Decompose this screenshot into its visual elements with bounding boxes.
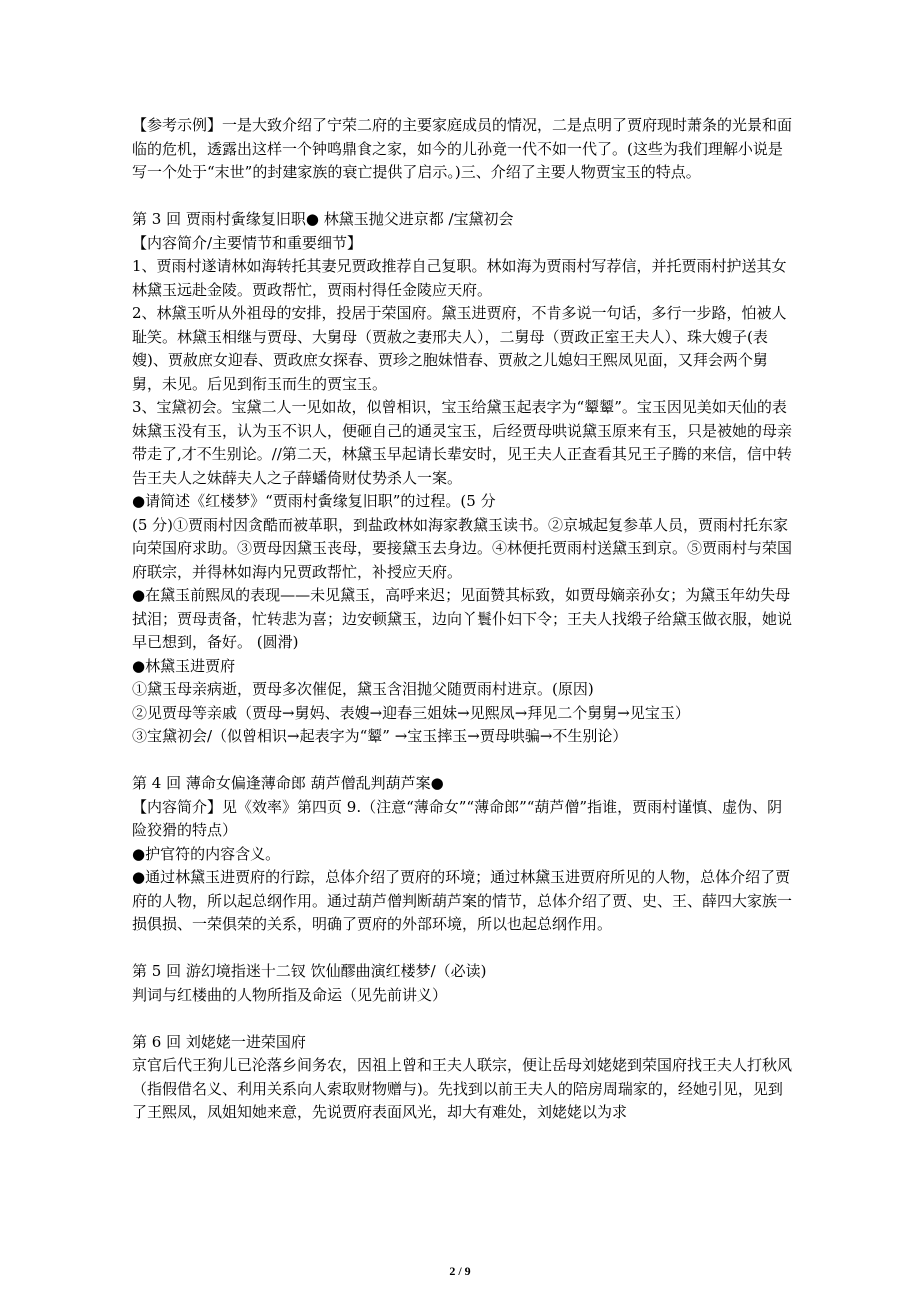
bullet-heading: ●林黛玉进贾府 — [132, 656, 236, 675]
list-item: ②见贾母等亲戚（贾母→舅妈、表嫂→迎春三姐妹→见熙凤→拜见二个舅舅→见宝玉） — [132, 703, 690, 722]
list-item: ③宝黛初会/（似曾相识→起表字为“颦” →宝玉摔玉→贾母哄骗→不生别论） — [132, 727, 628, 745]
list-item: ①黛玉母亲病逝，贾母多次催促，黛玉含泪抛父随贾雨村进京。(原因) — [132, 680, 594, 698]
blank-line — [132, 1007, 792, 1031]
blank-line — [132, 937, 792, 961]
bullet-paragraph: ●在黛玉前熙凤的表现——未见黛玉，高呼来迟；见面赞其标致，如贾母嫡亲孙女；为黛玉年幼失母拭泪；贾母责备，忙转悲为喜；边安顿黛玉，边向丫鬟仆妇下令；王夫人找缎子给黛玉做衣服，她说早已想到，备好。 (圆滑) — [132, 586, 793, 651]
body-paragraph: 京官后代王狗儿已沦落乡间务农，因祖上曾和王夫人联宗，便让岳母刘姥姥到荣国府找王夫人打秋风（指假借名义、利用关系向人索取财物赠与)。先找到以前王夫人的陪房周瑞家的，经她引见，见到了王熙凤，凤姐知她来意，先说贾府表面风光，却大有难处，刘姥姥以为求 — [132, 1056, 793, 1121]
question-item: ●请简述《红楼梦》“贾雨村夤缘复旧职”的过程。(5 分 — [132, 492, 496, 510]
body-paragraph: 判词与红楼曲的人物所指及命运（见先前讲义） — [132, 985, 448, 1004]
answer-paragraph: (5 分)①贾雨村因贪酷而被革职，到盐政林如海家教黛玉读书。②京城起复参革人员，贾雨村托东家向荣国府求助。③贾母因黛玉丧母，要接黛玉去身边。④林便托贾雨村送黛玉到京。⑤贾雨村与荣国府联宗，并得林如海内兄贾政帮忙，补授应天府。 — [132, 515, 793, 581]
bullet-paragraph: ●通过林黛玉进贾府的行踪，总体介绍了贾府的环境；通过林黛玉进贾府所见的人物，总体介绍了贾府的人物，所以起总纲作用。通过葫芦僧判断葫芦案的情节，总体介绍了贾、史、王、薛四大家族一损俱损、一荣俱荣的关系，明确了贾府的外部环境，所以也起总纲作用。 — [132, 868, 793, 933]
bullet-paragraph: ●护官符的内容含义。 — [132, 844, 281, 863]
reference-example-paragraph: 【参考示例】一是大致介绍了宁荣二府的主要家庭成员的情况，二是点明了贾府现时萧条的光景和面临的危机，透露出这样一个钟鸣鼎食之家，如今的儿孙竟一代不如一代了。(这些为我们理解小说是写一个处于“末世”的封建家族的衰亡提供了启示。)三、介绍了主要人物贾宝玉的特点。 — [132, 116, 793, 181]
section-label: 【内容简介】见《效率》第四页 9.（注意“薄命女”“薄命郎”“葫芦僧”指谁，贾雨村谨慎、虚伪、阴险狡猾的特点） — [132, 797, 783, 839]
document-body — [132, 114, 792, 1125]
blank-line — [132, 185, 792, 209]
page-number: 2 / 9 — [449, 1264, 471, 1278]
blank-line — [132, 749, 792, 773]
chapter-6-heading: 第 6 回 刘姥姥一进荣国府 — [132, 1032, 306, 1051]
chapter-4-heading: 第 4 回 薄命女偏逢薄命郎 葫芦僧乱判葫芦案● — [132, 774, 444, 792]
list-item: 2、林黛玉听从外祖母的安排，投居于荣国府。黛玉进贾府，不肯多说一句话，多行一步路，怕被人耻笑。林黛玉相继与贾母、大舅母（贾赦之妻邢夫人），二舅母（贾政正室王夫人）、珠大嫂子(表嫂)、贾赦庶女迎春、贾政庶女探春、贾珍之胞妹惜春、贾赦之儿媳妇王熙凤见面，又拜会两个舅舅，未见。后见到衔玉而生的贾宝玉。 — [132, 304, 787, 393]
list-item: 1、贾雨村遂请林如海转托其妻兄贾政推荐自己复职。林如海为贾雨村写荐信，并托贾雨村护送其女林黛玉远赴金陵。贾政帮忙，贾雨村得任金陵应天府。 — [132, 257, 787, 299]
section-label: 【内容简介/主要情节和重要细节】 — [132, 233, 363, 252]
list-item: 3、宝黛初会。宝黛二人一见如故，似曾相识，宝玉给黛玉起表字为“颦颦”。宝玉因见美如天仙的表妹黛玉没有玉，认为玉不识人，便砸自己的通灵宝玉，后经贾母哄说黛玉原来有玉，只是被她的母亲带走了,才不生别论。//第二天，林黛玉早起请长辈安时，见王夫人正查看其兄王子腾的来信，信中转告王夫人之妹薛夫人之子薛蟠倚财仗势杀人一案。 — [132, 398, 793, 487]
chapter-3-heading: 第 3 回 贾雨村夤缘复旧职● 林黛玉抛父进京都 /宝黛初会 — [132, 210, 514, 228]
chapter-5-heading: 第 5 回 游幻境指迷十二钗 饮仙醪曲演红楼梦/（必读) — [132, 962, 487, 980]
